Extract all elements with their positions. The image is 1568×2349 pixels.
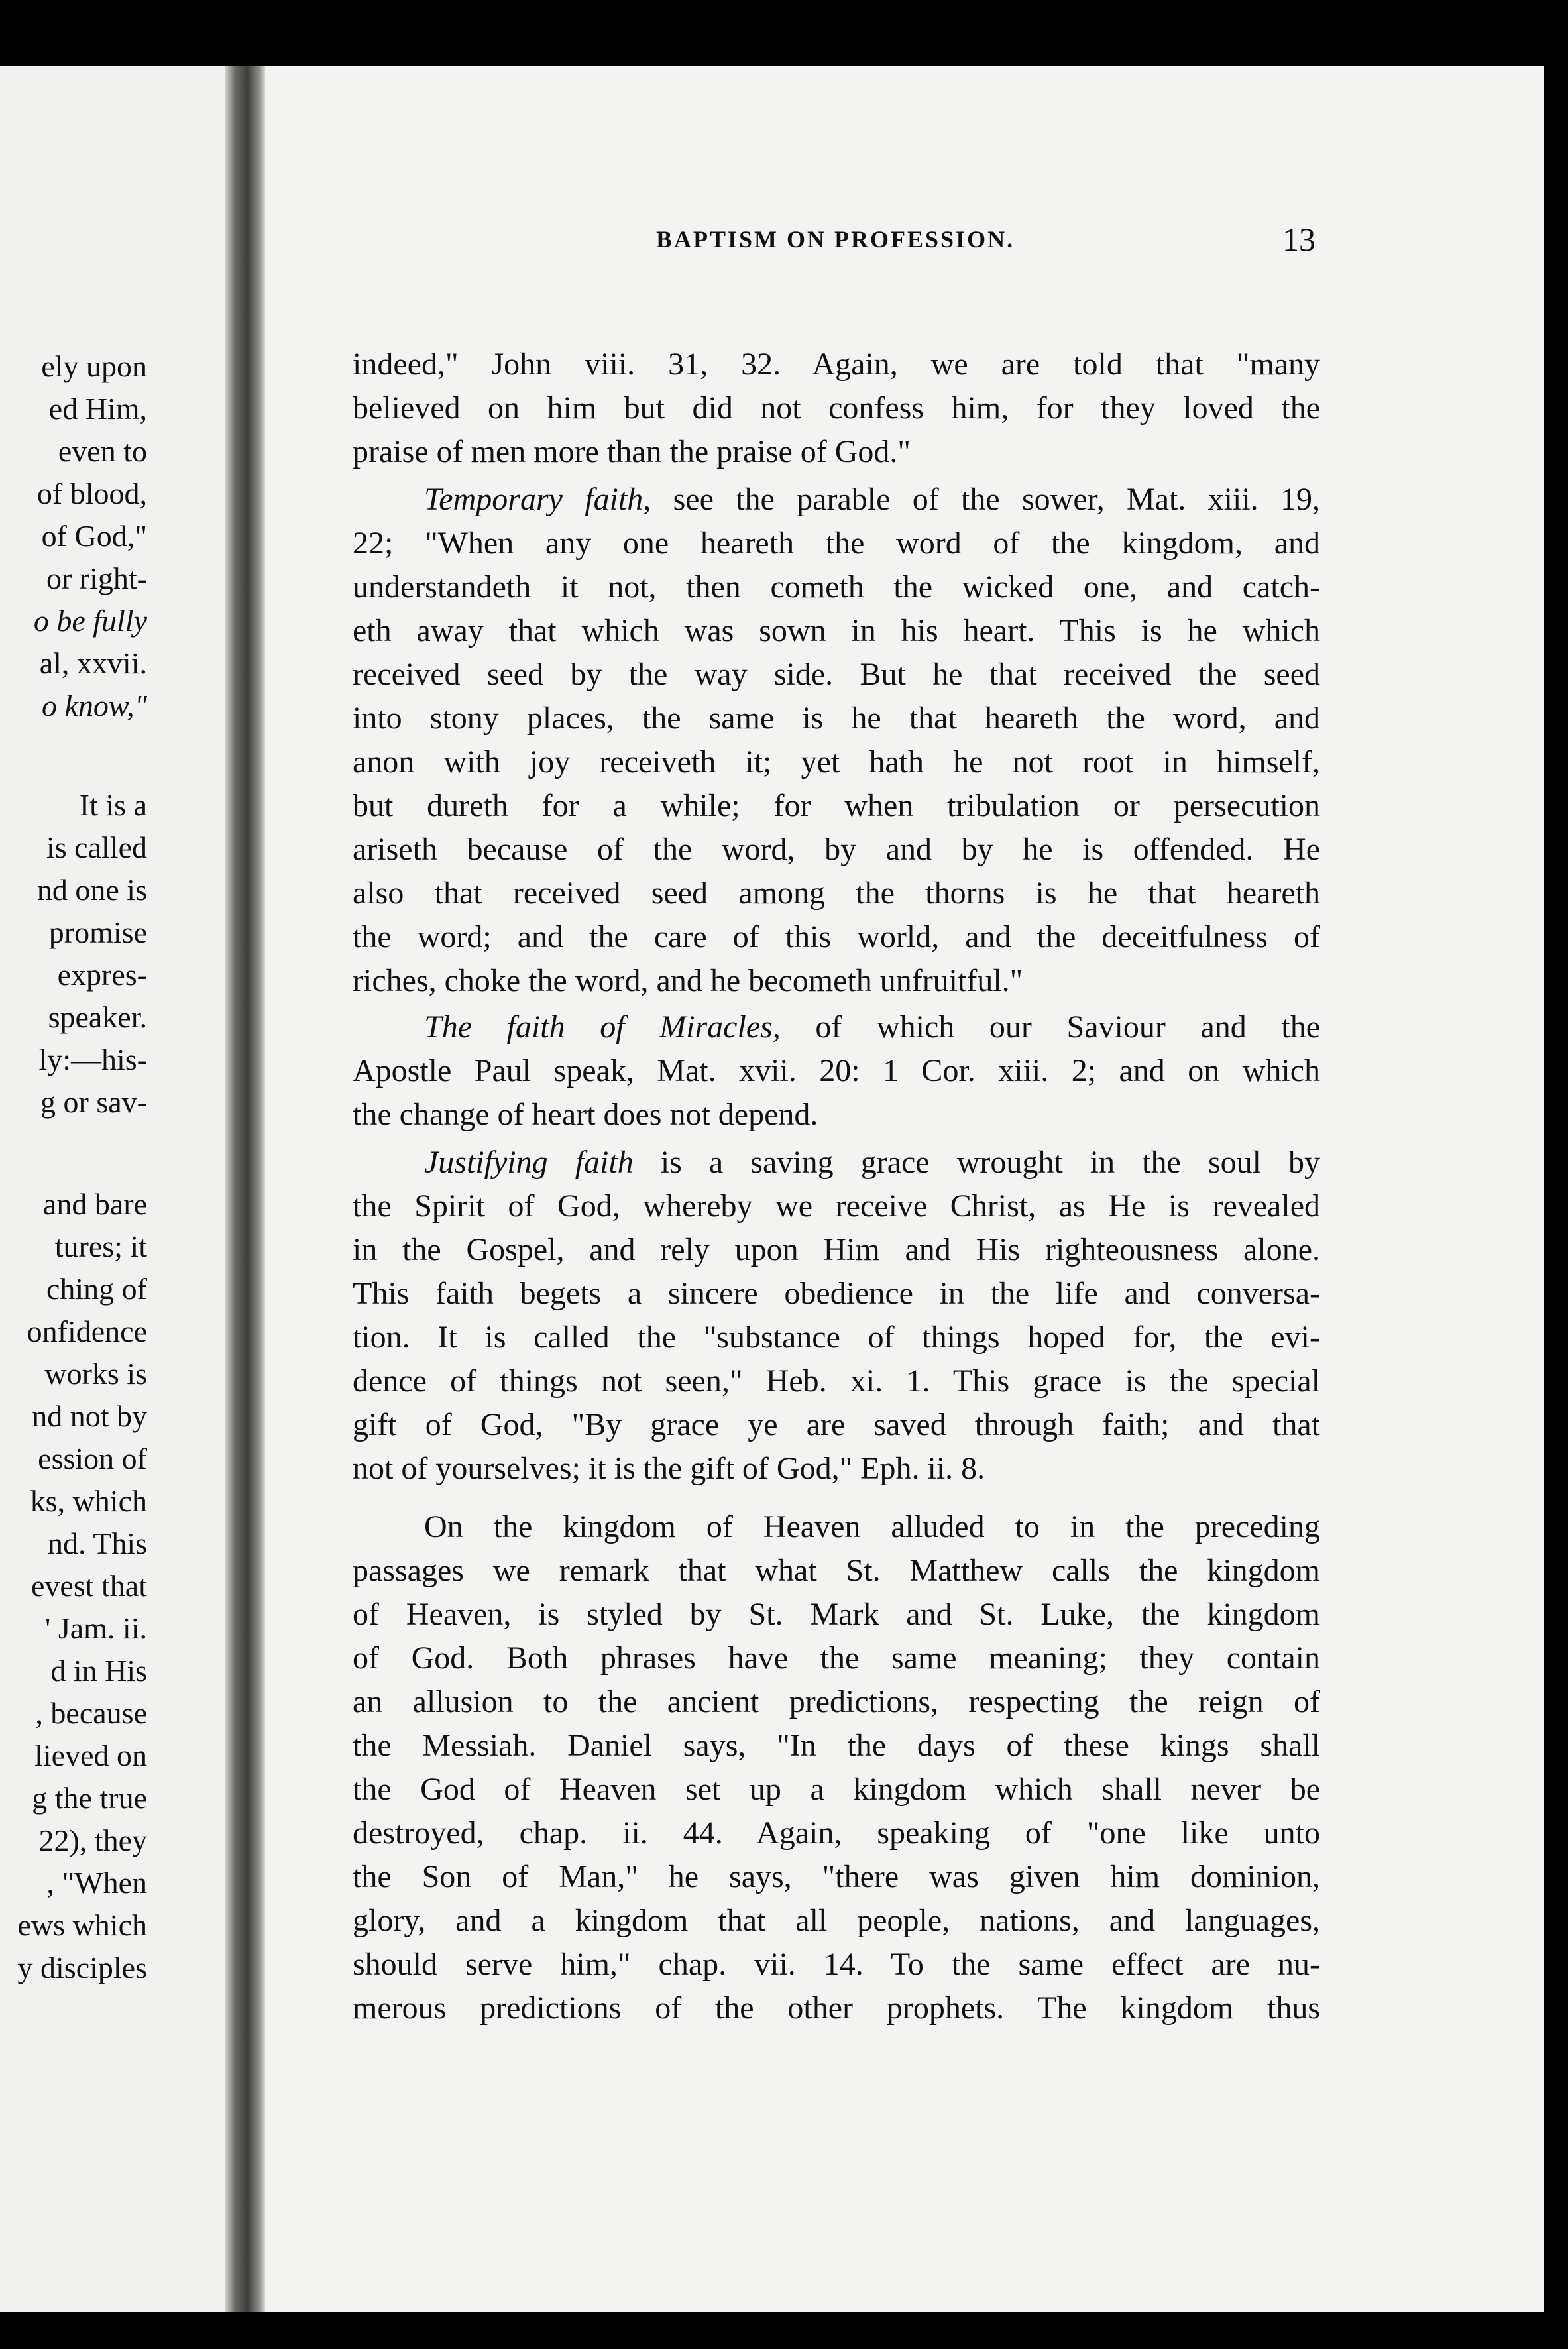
scan-border-top [0,0,1568,66]
italic-lead: Justifying faith [424,1145,634,1180]
facing-line: speaker. [48,1000,147,1034]
facing-line: ly:—his- [38,1043,147,1076]
facing-line: ed Him, [48,392,147,426]
text-line: riches, choke the word, and he becometh unfruitful." [353,963,1023,998]
facing-line: g or sav- [40,1085,147,1119]
italic-lead: The faith of Miracles, [424,1009,781,1045]
running-head: BAPTISM ON PROFESSION. [656,226,1015,253]
text-line: Justifying faith is a saving grace wrought in the soul by [424,1145,1321,1180]
text-line: an allusion to the ancient predictions, respecting the reign of [353,1684,1320,1719]
text-line: not of yourselves; it is the gift of God," Eph. ii. 8. [353,1451,985,1486]
facing-line: promise [48,915,147,949]
facing-line: is called [46,831,147,864]
text-line: Apostle Paul speak, Mat. xvii. 20: 1 Cor. xiii. 2; and on which [353,1053,1320,1088]
facing-line: , because [35,1696,147,1730]
facing-line: even to [58,434,147,468]
scan-border-right [1544,0,1568,2349]
facing-line: It is a [79,788,147,822]
facing-line: onfidence [27,1314,147,1348]
text-line: understandeth it not, then cometh the wicked one, and catch- [353,569,1320,604]
book-gutter [225,66,265,2312]
facing-page-left [0,66,225,2312]
text-line: On the kingdom of Heaven alluded to in the preceding [424,1509,1320,1544]
scan-border-bottom [0,2312,1568,2349]
text-line: the God of Heaven set up a kingdom which shall never be [353,1772,1320,1807]
text-line: believed on him but did not confess him, for they loved the [353,390,1320,426]
facing-line: y disciples [17,1951,147,1984]
facing-line: ession of [38,1442,147,1475]
facing-line: expres- [57,958,147,992]
facing-line: o be fully [33,604,147,638]
facing-line: nd one is [36,873,147,907]
facing-line: ching of [46,1272,147,1306]
text-line: should serve him," chap. vii. 14. To the same effect are nu- [353,1947,1320,1982]
text-line: the word; and the care of this world, and the deceitfulness of [353,919,1320,954]
text-line: received seed by the way side. But he that received the seed [353,657,1320,692]
facing-line: ks, which [30,1484,147,1518]
text-line: glory, and a kingdom that all people, nations, and languages, [353,1903,1320,1938]
facing-line: tures; it [54,1230,147,1263]
facing-line: of blood, [36,477,147,510]
text-line: dence of things not seen," Heb. xi. 1. This grace is the special [353,1363,1320,1399]
facing-line: evest that [31,1569,147,1603]
text-line: anon with joy receiveth it; yet hath he not root in himself, [353,744,1320,779]
facing-line: o know," [41,689,147,722]
text-line: passages we remark that what St. Matthew calls the kingdom [353,1553,1320,1588]
text-line: but dureth for a while; for when tribulation or persecution [353,788,1320,823]
text-line: of God. Both phrases have the same meaning; they contain [353,1640,1320,1676]
text-line: merous predictions of the other prophets. The kingdom thus [353,1990,1320,2026]
text-line: Temporary faith, see the parable of the sower, Mat. xiii. 19, [424,482,1321,517]
page-number: 13 [1282,221,1316,258]
facing-line: and bare [42,1187,147,1221]
facing-line: ews which [17,1908,147,1942]
text-line: ariseth because of the word, by and by he is offended. He [353,832,1320,867]
text-line: gift of God, "By grace ye are saved through faith; and that [353,1407,1320,1442]
text-line: also that received seed among the thorns is he that heareth [353,876,1320,911]
text-line: destroyed, chap. ii. 44. Again, speaking of "one like unto [353,1815,1320,1851]
text-line: indeed," John viii. 31, 32. Again, we are told that "many [353,347,1320,382]
facing-line: g the true [32,1781,147,1815]
text-line: of Heaven, is styled by St. Mark and St. Luke, the kingdom [353,1597,1320,1632]
text-line: the Son of Man," he says, "there was given him dominion, [353,1859,1320,1894]
facing-line: of God," [41,519,147,553]
facing-line: or right- [46,561,147,595]
text-line: the Messiah. Daniel says, "In the days of these kings shall [353,1728,1320,1763]
text-line: praise of men more than the praise of God." [353,434,911,469]
text-line: 22; "When any one heareth the word of the kingdom, and [353,526,1320,561]
facing-line: nd not by [32,1399,147,1433]
facing-line: works is [44,1357,147,1391]
italic-lead: Temporary faith, [424,482,651,517]
facing-line: , "When [46,1866,147,1900]
text-line: tion. It is called the "substance of things hoped for, the evi- [353,1320,1320,1355]
text-line: in the Gospel, and rely upon Him and His righteousness alone. [353,1232,1320,1267]
text-line: eth away that which was sown in his heart. This is he which [353,613,1320,648]
facing-line: d in His [50,1654,147,1688]
facing-line: ' Jam. ii. [45,1611,147,1645]
text-line: This faith begets a sincere obedience in the life and conversa- [353,1276,1320,1311]
text-line: the change of heart does not depend. [353,1097,818,1132]
facing-line: lieved on [34,1739,147,1772]
facing-line: al, xxvii. [39,646,147,680]
text-line: The faith of Miracles, of which our Saviour and the [424,1009,1320,1045]
facing-line: 22), they [38,1823,147,1857]
facing-line: nd. This [48,1526,147,1560]
facing-line: ely upon [41,349,147,383]
text-line: into stony places, the same is he that heareth the word, and [353,701,1320,736]
text-line: the Spirit of God, whereby we receive Christ, as He is revealed [353,1188,1320,1224]
